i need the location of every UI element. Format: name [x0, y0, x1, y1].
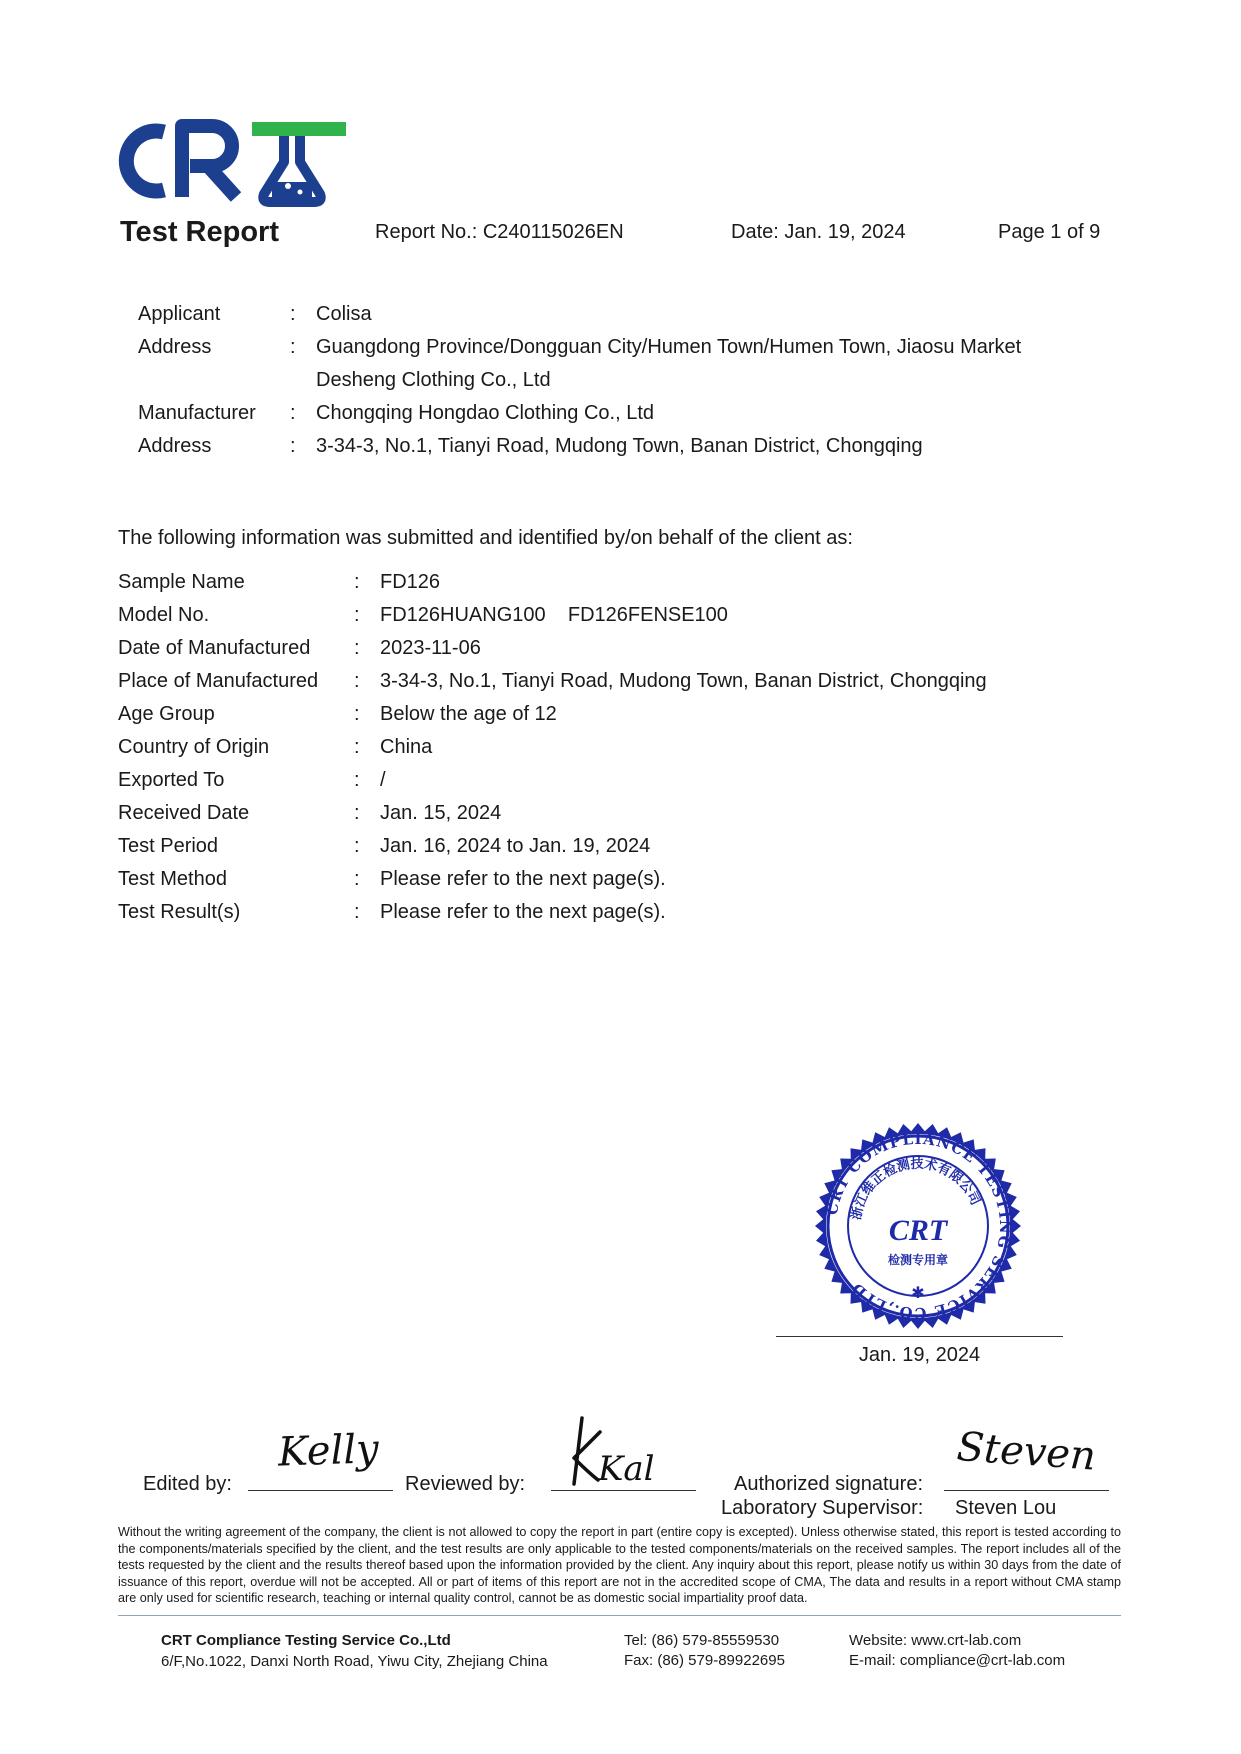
svg-text:Kelly: Kelly: [277, 1426, 380, 1476]
field-value: Chongqing Hongdao Clothing Co., Ltd: [316, 402, 655, 424]
disclaimer-text: Without the writing agreement of the company, the client is not allowed to copy the report in part (entire copy is excepted). Unless otherwise stated, this report is tested according to the components/materials specified by the client, and the test results are only applicable to the tested components/materials on the received samples. The report includes all of the tests requested by the client and the results thereof based upon the information provided by the client. Any inquiry about this report, please notify us within 30 days from the date of issuance of this report, overdue will not be accepted. All or part of items of this report are not in the accredited scope of CMA, The data and results in a report without CMA stamp are only used for scientific research, teaching or internal quality control, cannot be as domestic social impartiality proof data.: [118, 1525, 1121, 1605]
field-value: 3-34-3, No.1, Tianyi Road, Mudong Town, Banan District, Chongqing: [380, 670, 987, 692]
crt-logo: [112, 118, 348, 204]
field-label: Country of Origin: [118, 736, 270, 758]
footer-fax: Fax: (86) 579-89922695: [624, 1652, 785, 1669]
field-value: China: [380, 736, 433, 758]
intro-text: The following information was submitted and identified by/on behalf of the client as:: [118, 527, 853, 549]
colon: :: [354, 868, 360, 890]
colon: :: [354, 670, 360, 692]
reviewed-by-signature: [560, 1412, 655, 1489]
field-value: Please refer to the next page(s).: [380, 868, 666, 890]
field-value: 3-34-3, No.1, Tianyi Road, Mudong Town, Banan District, Chongqing: [316, 435, 923, 457]
svg-text:检测专用章: 检测专用章: [887, 1253, 949, 1267]
colon: :: [354, 901, 360, 923]
edited-by-signature: [270, 1420, 380, 1480]
colon: :: [290, 336, 296, 358]
reviewed-by-label: Reviewed by:: [405, 1473, 526, 1495]
field-label: Address: [138, 435, 212, 457]
field-value: FD126: [380, 571, 441, 593]
authorized-signature-line: [944, 1490, 1109, 1491]
colon: :: [290, 402, 296, 424]
footer-address: 6/F,No.1022, Danxi North Road, Yiwu City, Zhejiang China: [161, 1653, 548, 1670]
field-label: Address: [138, 336, 212, 358]
field-label: Age Group: [118, 703, 215, 725]
authorized-signature-label: Authorized signature:: [734, 1473, 924, 1495]
field-value: 2023-11-06: [380, 637, 481, 659]
report-number: Report No.: C240115026EN: [375, 221, 624, 243]
field-label: Manufacturer: [138, 402, 256, 424]
field-value: Jan. 16, 2024 to Jan. 19, 2024: [380, 835, 651, 857]
field-label: Place of Manufactured: [118, 670, 319, 692]
edited-by-label: Edited by:: [143, 1473, 232, 1495]
colon: :: [354, 604, 360, 626]
company-seal-stamp: [814, 1122, 1022, 1330]
report-title: Test Report: [120, 216, 279, 248]
field-value: Guangdong Province/Dongguan City/Humen Town/Humen Town, Jiaosu Market: [316, 336, 1022, 358]
stamp-date-line: [776, 1336, 1063, 1337]
field-value: Please refer to the next page(s).: [380, 901, 666, 923]
svg-text:Kal: Kal: [598, 1449, 655, 1489]
page-number: Page 1 of 9: [998, 221, 1101, 243]
field-value: Colisa: [316, 303, 372, 325]
colon: :: [290, 303, 296, 325]
edited-by-line: [248, 1490, 393, 1491]
field-value: Jan. 15, 2024: [380, 802, 502, 824]
colon: :: [354, 802, 360, 824]
field-label: Test Period: [118, 835, 219, 857]
colon: :: [354, 769, 360, 791]
stamp-date: Jan. 19, 2024: [858, 1344, 981, 1366]
field-label: Sample Name: [118, 571, 245, 593]
reviewed-by-line: [551, 1490, 696, 1491]
colon: :: [354, 571, 360, 593]
field-label: Test Method: [118, 868, 227, 890]
footer-company-name: CRT Compliance Testing Service Co.,Ltd: [161, 1632, 451, 1649]
svg-text:Steven: Steven: [955, 1424, 1098, 1480]
field-value: /: [380, 769, 386, 791]
svg-text:CRT: CRT: [888, 1214, 948, 1247]
colon: :: [354, 637, 360, 659]
field-value: Desheng Clothing Co., Ltd: [316, 369, 551, 391]
colon: :: [290, 435, 296, 457]
authorized-signature: [955, 1414, 1098, 1480]
footer-email: E-mail: compliance@crt-lab.com: [849, 1652, 1066, 1669]
field-label: Exported To: [118, 769, 225, 791]
field-label: Test Result(s): [118, 901, 241, 923]
footer-website: Website: www.crt-lab.com: [849, 1632, 1022, 1649]
report-date: Date: Jan. 19, 2024: [731, 221, 906, 243]
field-value: Below the age of 12: [380, 703, 557, 725]
footer-tel: Tel: (86) 579-85559530: [624, 1632, 780, 1649]
svg-text:CRT COMPLIANCE TESTING SERVICE: CRT COMPLIANCE TESTING SERVICE CO.,LTD: [822, 1129, 1015, 1323]
colon: :: [354, 703, 360, 725]
field-label: Date of Manufactured: [118, 637, 311, 659]
footer-divider: [118, 1615, 1121, 1616]
field-label: Model No.: [118, 604, 210, 626]
colon: :: [354, 835, 360, 857]
svg-text:✱: ✱: [911, 1283, 925, 1302]
field-label: Applicant: [138, 303, 221, 325]
field-value: FD126HUANG100 FD126FENSE100: [380, 604, 728, 626]
lab-supervisor-label: Laboratory Supervisor:: [721, 1497, 924, 1519]
lab-supervisor-name: Steven Lou: [955, 1497, 1057, 1519]
field-label: Received Date: [118, 802, 250, 824]
svg-text:浙江维正检测技术有限公司: 浙江维正检测技术有限公司: [849, 1156, 983, 1222]
colon: :: [354, 736, 360, 758]
